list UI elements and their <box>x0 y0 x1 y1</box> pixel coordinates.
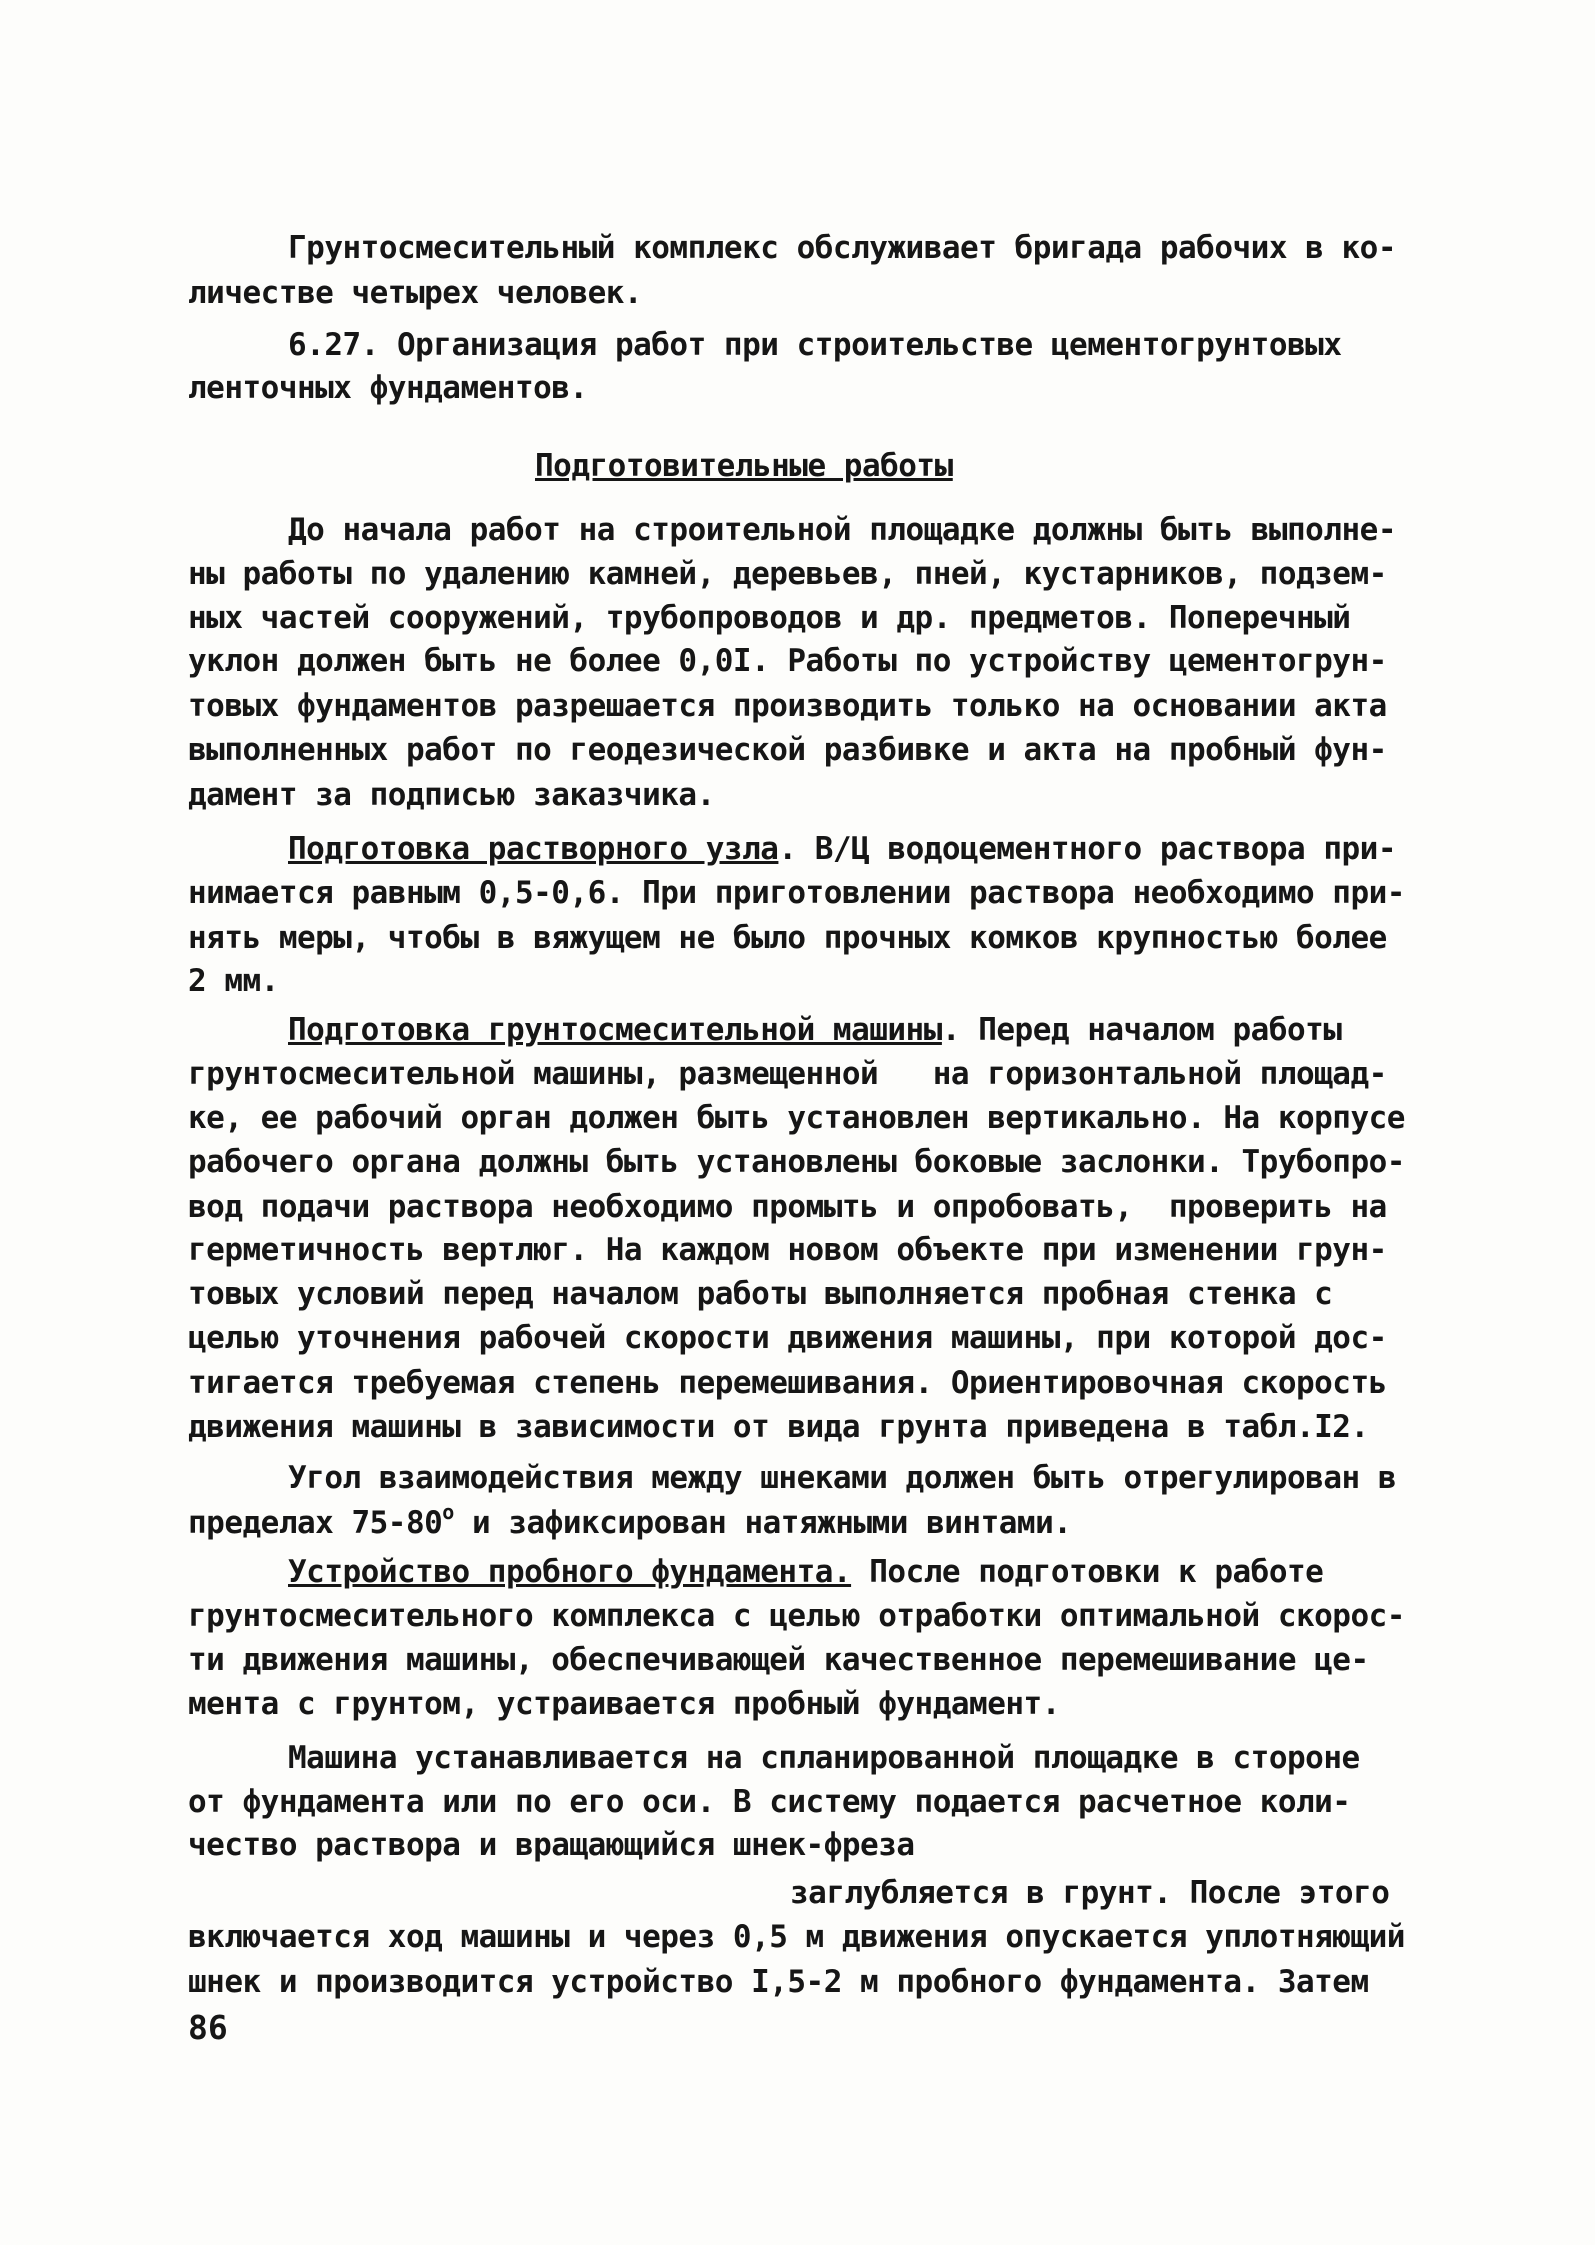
subsection-title: Подготовка растворного узла <box>288 831 779 867</box>
text-line: шнек и производится устройство I,5-2 м пробного фундамента. Затем <box>188 1964 1369 2000</box>
text-span: и зафиксирован натяжными винтами. <box>453 1505 1072 1541</box>
text-line: Грунтосмесительный комплекс обслуживает бригада рабочих в ко- <box>288 230 1396 266</box>
text-line: До начала работ на строительной площадке должны быть выполне- <box>288 512 1396 548</box>
text-line: дамент за подписью заказчика. <box>188 777 715 813</box>
text-line <box>288 1010 1342 1050</box>
text-line <box>288 829 1396 869</box>
subsection-title: Устройство пробного фундамента. <box>288 1554 852 1590</box>
text-line: товых условий перед началом работы выполняется пробная стенка с <box>188 1276 1333 1312</box>
text-line: ны работы по удалению камней, деревьев, пней, кустарников, подзем- <box>188 556 1387 592</box>
text-line: ти движения машины, обеспечивающей качественное перемешивание це- <box>188 1642 1369 1678</box>
text-line: уклон должен быть не более 0,0I. Работы по устройству цементогрун- <box>188 643 1387 679</box>
text-line: мента с грунтом, устраивается пробный фундамент. <box>188 1686 1060 1722</box>
text-line: ленточных фундаментов. <box>188 370 588 406</box>
text-line: личестве четырех человек. <box>188 275 643 311</box>
text-line: ных частей сооружений, трубопроводов и др. предметов. Поперечный <box>188 600 1351 636</box>
text-line: нимается равным 0,5-0,6. При приготовлении раствора необходимо при- <box>188 875 1405 911</box>
text-line <box>188 1500 1072 1543</box>
text-line: движения машины в зависимости от вида грунта приведена в табл.I2. <box>188 1409 1369 1445</box>
text-line: 6.27. Организация работ при строительстве цементогрунтовых <box>288 327 1342 363</box>
text-span: После подготовки к работе <box>851 1554 1324 1590</box>
text-line: товых фундаментов разрешается производить только на основании акта <box>188 688 1387 724</box>
text-span: . В/Ц водоцементного раствора при- <box>778 831 1396 867</box>
text-line: чество раствора и вращающийся шнек-фреза <box>188 1827 915 1863</box>
text-line: Угол взаимодействия между шнеками должен быть отрегулирован в <box>288 1460 1396 1496</box>
text-span: пределах 75-80 <box>188 1505 443 1541</box>
text-line <box>288 1552 1323 1592</box>
degree-mark: о <box>442 1500 454 1524</box>
text-line: тигается требуемая степень перемешивания. Ориентировочная скорость <box>188 1365 1387 1401</box>
page-number: 86 <box>188 2008 228 2047</box>
text-line: ке, ее рабочий орган должен быть установлен вертикально. На корпусе <box>188 1100 1405 1136</box>
text-span: . Перед началом работы <box>941 1012 1342 1048</box>
text-line: герметичность вертлюг. На каждом новом объекте при изменении грун- <box>188 1232 1387 1268</box>
text-line: вод подачи раствора необходимо промыть и опробовать, проверить на <box>188 1189 1387 1225</box>
text-line: от фундамента или по его оси. В систему подается расчетное коли- <box>188 1784 1351 1820</box>
text-line: грунтосмесительной машины, размещенной на горизонтальной площад- <box>188 1056 1387 1092</box>
section-heading: Подготовительные работы <box>535 448 953 484</box>
text-line: заглубляется в грунт. После этого <box>790 1875 1390 1911</box>
text-line: грунтосмесительного комплекса с целью отработки оптимальной скорос- <box>188 1598 1405 1634</box>
subsection-title: Подготовка грунтосмесительной машины <box>288 1012 942 1048</box>
text-line: нять меры, чтобы в вяжущем не было прочных комков крупностью более <box>188 920 1387 956</box>
text-line: Машина устанавливается на спланированной площадке в стороне <box>288 1740 1360 1776</box>
text-line: выполненных работ по геодезической разбивке и акта на пробный фун- <box>188 732 1387 768</box>
text-line: рабочего органа должны быть установлены боковые заслонки. Трубопро- <box>188 1144 1405 1180</box>
text-line: целью уточнения рабочей скорости движения машины, при которой дос- <box>188 1320 1387 1356</box>
text-line: 2 мм. <box>188 963 279 999</box>
text-line: включается ход машины и через 0,5 м движения опускается уплотняющий <box>188 1919 1405 1955</box>
